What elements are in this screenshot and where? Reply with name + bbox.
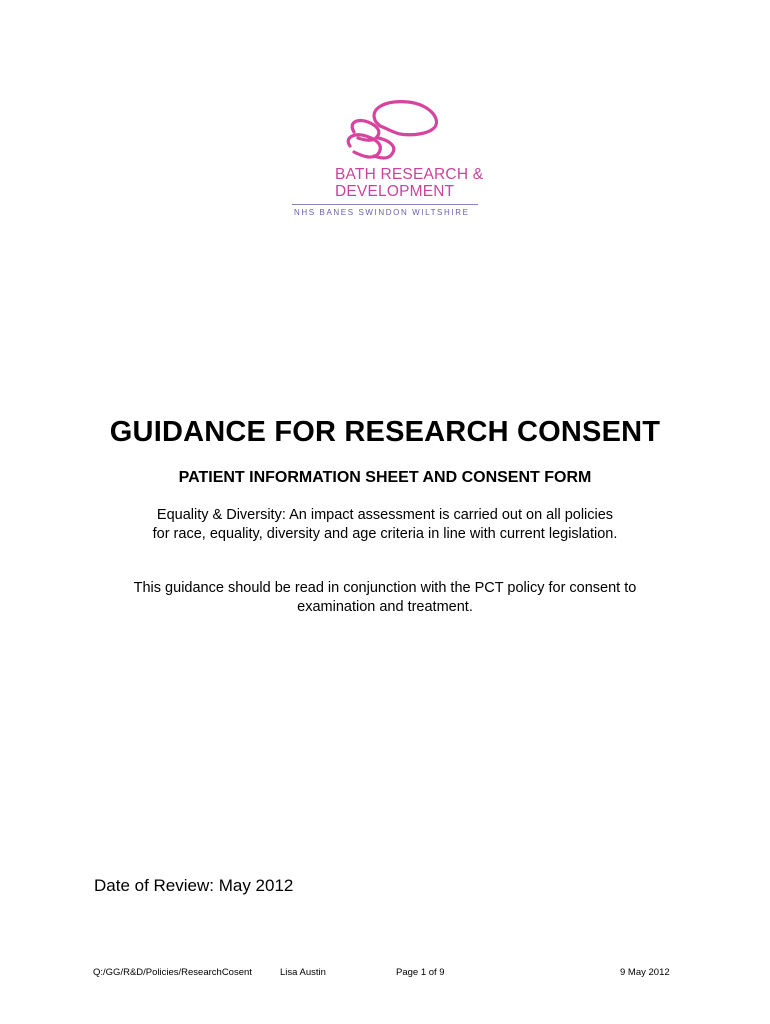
equality-line-1: Equality & Diversity: An impact assessment is carried out on all policies [156,507,614,523]
bath-rd-logo-mark-icon [338,98,438,170]
footer-file-path: Q:/GG/R&D/Policies/ResearchCosent [93,967,252,978]
review-date: Date of Review: May 2012 [94,876,294,895]
document-title: GUIDANCE FOR RESEARCH CONSENT [109,416,661,448]
equality-statement [0,506,770,544]
logo-subline: NHS BANES SWINDON WILTSHIRE [294,208,470,217]
document-subtitle: PATIENT INFORMATION SHEET AND CONSENT FORM [178,469,592,486]
logo-divider [292,204,478,205]
footer-author: Lisa Austin [280,967,326,978]
equality-line-2: for race, equality, diversity and age criteria in line with current legislation. [152,526,618,542]
guidance-statement [0,579,770,617]
guidance-line-1: This guidance should be read in conjunction with the PCT policy for consent to [133,580,637,596]
footer-date: 9 May 2012 [620,967,670,978]
bath-rd-logo [290,98,484,222]
logo-text-line2: DEVELOPMENT [335,183,455,200]
page-footer [0,967,770,981]
footer-page-number: Page 1 of 9 [396,967,445,978]
logo-text-line1: BATH RESEARCH & [335,166,484,183]
guidance-line-2: examination and treatment. [297,599,473,615]
